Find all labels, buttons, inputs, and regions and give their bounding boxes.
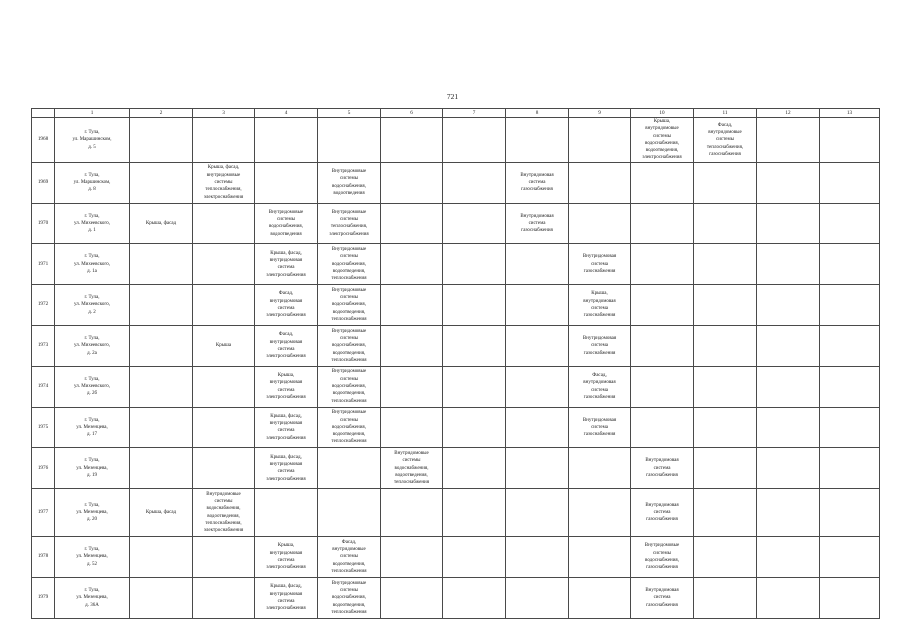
column-number-row xyxy=(32,109,880,118)
work-cell xyxy=(506,366,569,407)
work-cell xyxy=(506,577,569,618)
work-cell: Крыша xyxy=(193,325,255,366)
work-cell: Крыша, фасад xyxy=(130,203,193,244)
work-cell xyxy=(820,325,880,366)
work-cell xyxy=(757,285,820,326)
table-row xyxy=(32,489,880,537)
work-cell xyxy=(506,244,569,285)
work-cell xyxy=(381,285,443,326)
work-cell xyxy=(757,203,820,244)
work-cell xyxy=(694,203,757,244)
work-cell xyxy=(443,203,506,244)
work-cell: Крыша, фасад xyxy=(130,489,193,537)
work-cell xyxy=(130,577,193,618)
work-cell: Внутридомовые системы теплоснабжения, электроснабжения xyxy=(318,203,381,244)
work-cell xyxy=(381,244,443,285)
work-cell: Внутридомовые системы водоснабжения, газоснабжения xyxy=(631,537,694,578)
work-cell xyxy=(193,366,255,407)
work-cell xyxy=(820,244,880,285)
row-number-cell: 1978 xyxy=(32,537,55,578)
address-cell: г. Тула, ул. Михеевского, д. 1а xyxy=(55,244,130,285)
table-row xyxy=(32,162,880,203)
work-cell xyxy=(443,325,506,366)
work-cell xyxy=(130,325,193,366)
column-header-4: 4 xyxy=(255,109,318,118)
work-cell xyxy=(506,325,569,366)
work-cell xyxy=(193,203,255,244)
work-cell xyxy=(631,203,694,244)
address-cell: г. Тула, ул. Михеевского, д. 2б xyxy=(55,366,130,407)
work-cell: Внутридомовая система газоснабжения xyxy=(631,448,694,489)
work-cell xyxy=(193,448,255,489)
column-header-5: 5 xyxy=(318,109,381,118)
work-cell: Крыша, фасад, внутридомовые системы теплоснабжения, электроснабжения xyxy=(193,162,255,203)
work-cell xyxy=(318,489,381,537)
row-number-cell: 1968 xyxy=(32,118,55,163)
work-cell xyxy=(694,366,757,407)
work-cell xyxy=(381,489,443,537)
work-cell xyxy=(193,118,255,163)
work-cell xyxy=(130,118,193,163)
work-cell xyxy=(757,537,820,578)
work-cell xyxy=(631,285,694,326)
work-cell xyxy=(381,577,443,618)
row-number-cell: 1976 xyxy=(32,448,55,489)
table-row xyxy=(32,366,880,407)
table-row xyxy=(32,325,880,366)
work-cell: Крыша, внутридомовая система электроснабжения xyxy=(255,537,318,578)
table-row xyxy=(32,407,880,448)
work-cell xyxy=(255,489,318,537)
work-cell xyxy=(255,118,318,163)
work-cell: Крыша, внутридомовые системы водоснабжения, водоотведения, электроснабжения xyxy=(631,118,694,163)
work-cell: Внутридомовые системы водоснабжения, водоотведения, теплоснабжения xyxy=(318,285,381,326)
work-cell xyxy=(569,203,631,244)
work-cell xyxy=(443,162,506,203)
address-cell: г. Тула, ул. Мезенцева, д. 19 xyxy=(55,448,130,489)
work-cell xyxy=(130,162,193,203)
work-cell xyxy=(381,203,443,244)
work-cell xyxy=(130,407,193,448)
work-cell xyxy=(694,577,757,618)
row-number-cell: 1969 xyxy=(32,162,55,203)
column-header-10: 10 xyxy=(631,109,694,118)
work-cell xyxy=(130,285,193,326)
work-cell xyxy=(757,489,820,537)
work-cell xyxy=(381,325,443,366)
work-cell xyxy=(381,537,443,578)
column-header-12: 12 xyxy=(757,109,820,118)
work-cell: Внутридомовые системы водоснабжения, водоотведения, теплоснабжения xyxy=(318,325,381,366)
work-cell: Фасад, внутридомовая система газоснабжения xyxy=(569,366,631,407)
table-body xyxy=(32,118,880,619)
work-cell xyxy=(130,244,193,285)
work-cell xyxy=(193,407,255,448)
work-cell xyxy=(569,162,631,203)
column-header-blank xyxy=(32,109,55,118)
work-cell xyxy=(820,448,880,489)
work-cell xyxy=(443,244,506,285)
work-cell xyxy=(443,118,506,163)
table-row xyxy=(32,448,880,489)
work-cell: Внутридомовая система газоснабжения xyxy=(506,162,569,203)
work-cell xyxy=(694,489,757,537)
work-cell xyxy=(757,577,820,618)
work-cell: Фасад, внутридомовая система электроснабжения xyxy=(255,285,318,326)
work-cell xyxy=(569,489,631,537)
work-cell: Внутридомовая система газоснабжения xyxy=(569,407,631,448)
work-cell: Крыша, фасад, внутридомовая система электроснабжения xyxy=(255,244,318,285)
work-cell: Крыша, внутридомовая система электроснабжения xyxy=(255,366,318,407)
work-cell xyxy=(318,448,381,489)
row-number-cell: 1972 xyxy=(32,285,55,326)
column-header-9: 9 xyxy=(569,109,631,118)
work-cell: Внутридомовые системы водоснабжения, водоотведения, теплоснабжения xyxy=(381,448,443,489)
work-cell xyxy=(820,285,880,326)
work-cell: Фасад, внутридомовые системы водоотведения, теплоснабжения xyxy=(318,537,381,578)
work-cell xyxy=(631,366,694,407)
row-number-cell: 1979 xyxy=(32,577,55,618)
work-cell: Внутридомовая система газоснабжения xyxy=(569,325,631,366)
work-cell xyxy=(506,407,569,448)
work-cell xyxy=(506,489,569,537)
table-row xyxy=(32,285,880,326)
work-cell: Фасад, внутридомовые системы теплоснабжения, газоснабжения xyxy=(694,118,757,163)
work-cell xyxy=(381,366,443,407)
work-cell xyxy=(694,448,757,489)
address-cell: г. Тула, ул. Михеевского, д. 1 xyxy=(55,203,130,244)
work-cell xyxy=(506,537,569,578)
address-cell: г. Тула, ул. Мезенцева, д. 52 xyxy=(55,537,130,578)
address-cell: г. Тула, ул. Михеевского, д. 2а xyxy=(55,325,130,366)
address-cell: г. Тула, ул. Михеевского, д. 2 xyxy=(55,285,130,326)
work-cell: Крыша, фасад, внутридомовая система электроснабжения xyxy=(255,407,318,448)
work-cell: Внутридомовые системы водоснабжения, водоотведения, теплоснабжения xyxy=(318,244,381,285)
column-header-7: 7 xyxy=(443,109,506,118)
column-header-8: 8 xyxy=(506,109,569,118)
work-cell xyxy=(569,577,631,618)
work-cell: Внутридомовые системы водоснабжения, водоотведения, теплоснабжения xyxy=(318,577,381,618)
work-cell: Крыша, фасад, внутридомовая система электроснабжения xyxy=(255,448,318,489)
work-cell xyxy=(506,118,569,163)
work-cell xyxy=(381,162,443,203)
work-cell xyxy=(820,577,880,618)
address-cell: г. Тула, ул. Мезенцева, д. 20 xyxy=(55,489,130,537)
work-cell xyxy=(820,203,880,244)
work-cell xyxy=(443,577,506,618)
work-cell xyxy=(193,244,255,285)
work-cell: Крыша, фасад, внутридомовая система электроснабжения xyxy=(255,577,318,618)
column-header-1: 1 xyxy=(55,109,130,118)
work-cell xyxy=(443,285,506,326)
work-cell: Внутридомовые системы водоснабжения, водоотведения xyxy=(318,162,381,203)
row-number-cell: 1975 xyxy=(32,407,55,448)
row-number-cell: 1973 xyxy=(32,325,55,366)
work-cell: Внутридомовые системы водоснабжения, водоотведения xyxy=(255,203,318,244)
work-cell: Внутридомовая система газоснабжения xyxy=(631,577,694,618)
table-row xyxy=(32,537,880,578)
work-cell xyxy=(631,244,694,285)
work-cell xyxy=(757,448,820,489)
work-cell xyxy=(757,244,820,285)
column-header-11: 11 xyxy=(694,109,757,118)
address-cell: г. Тула, ул. Мезенцева, д. 36А xyxy=(55,577,130,618)
work-cell xyxy=(193,577,255,618)
work-cell xyxy=(318,118,381,163)
table-row xyxy=(32,244,880,285)
work-cell xyxy=(381,407,443,448)
table-row xyxy=(32,577,880,618)
table-row xyxy=(32,203,880,244)
work-cell xyxy=(757,407,820,448)
column-header-6: 6 xyxy=(381,109,443,118)
work-cell xyxy=(631,162,694,203)
work-cell xyxy=(820,162,880,203)
row-number-cell: 1970 xyxy=(32,203,55,244)
row-number-cell: 1971 xyxy=(32,244,55,285)
work-cell xyxy=(130,366,193,407)
work-cell xyxy=(820,407,880,448)
work-cell xyxy=(820,537,880,578)
work-cell xyxy=(569,118,631,163)
address-cell: г. Тула, ул. Маршинском, д. 8 xyxy=(55,162,130,203)
work-cell xyxy=(694,537,757,578)
work-cell xyxy=(694,285,757,326)
repair-schedule-table xyxy=(31,108,880,619)
work-cell: Внутридомовая система газоснабжения xyxy=(569,244,631,285)
work-cell xyxy=(631,407,694,448)
address-cell: г. Тула, ул. Мезенцева, д. 17 xyxy=(55,407,130,448)
work-cell: Внутридомовая система газоснабжения xyxy=(506,203,569,244)
row-number-cell: 1977 xyxy=(32,489,55,537)
work-cell xyxy=(757,325,820,366)
work-cell xyxy=(820,118,880,163)
work-cell xyxy=(130,448,193,489)
work-cell xyxy=(443,366,506,407)
page-number: 721 xyxy=(446,92,459,101)
work-cell xyxy=(443,537,506,578)
work-cell xyxy=(255,162,318,203)
work-cell: Внутридомовые системы водоснабжения, водоотведения, теплоснабжения xyxy=(318,366,381,407)
column-header-2: 2 xyxy=(130,109,193,118)
work-cell: Внутридомовые системы водоснабжения, водоотведения, теплоснабжения xyxy=(318,407,381,448)
work-cell xyxy=(506,285,569,326)
work-cell xyxy=(757,162,820,203)
work-cell xyxy=(443,448,506,489)
address-cell: г. Тула, ул. Марашинском, д. 5 xyxy=(55,118,130,163)
work-cell xyxy=(694,162,757,203)
work-cell xyxy=(694,244,757,285)
work-cell xyxy=(631,325,694,366)
work-cell xyxy=(130,537,193,578)
work-cell xyxy=(381,118,443,163)
work-cell: Внутридомовые системы водоснабжения, водоотведения, теплоснабжения, электроснабжения xyxy=(193,489,255,537)
work-cell xyxy=(757,366,820,407)
work-cell xyxy=(569,448,631,489)
work-cell xyxy=(820,366,880,407)
work-cell xyxy=(193,285,255,326)
work-cell xyxy=(694,325,757,366)
work-cell xyxy=(757,118,820,163)
row-number-cell: 1974 xyxy=(32,366,55,407)
column-header-3: 3 xyxy=(193,109,255,118)
work-cell xyxy=(443,407,506,448)
work-cell xyxy=(443,489,506,537)
work-cell xyxy=(506,448,569,489)
work-cell xyxy=(193,537,255,578)
work-cell: Фасад, внутридомовая система электроснабжения xyxy=(255,325,318,366)
work-cell xyxy=(694,407,757,448)
work-cell: Крыша, внутридомовая система газоснабжения xyxy=(569,285,631,326)
work-cell: Внутридомовая система газоснабжения xyxy=(631,489,694,537)
work-cell xyxy=(820,489,880,537)
work-cell xyxy=(569,537,631,578)
column-header-13: 13 xyxy=(820,109,880,118)
table-row xyxy=(32,118,880,163)
